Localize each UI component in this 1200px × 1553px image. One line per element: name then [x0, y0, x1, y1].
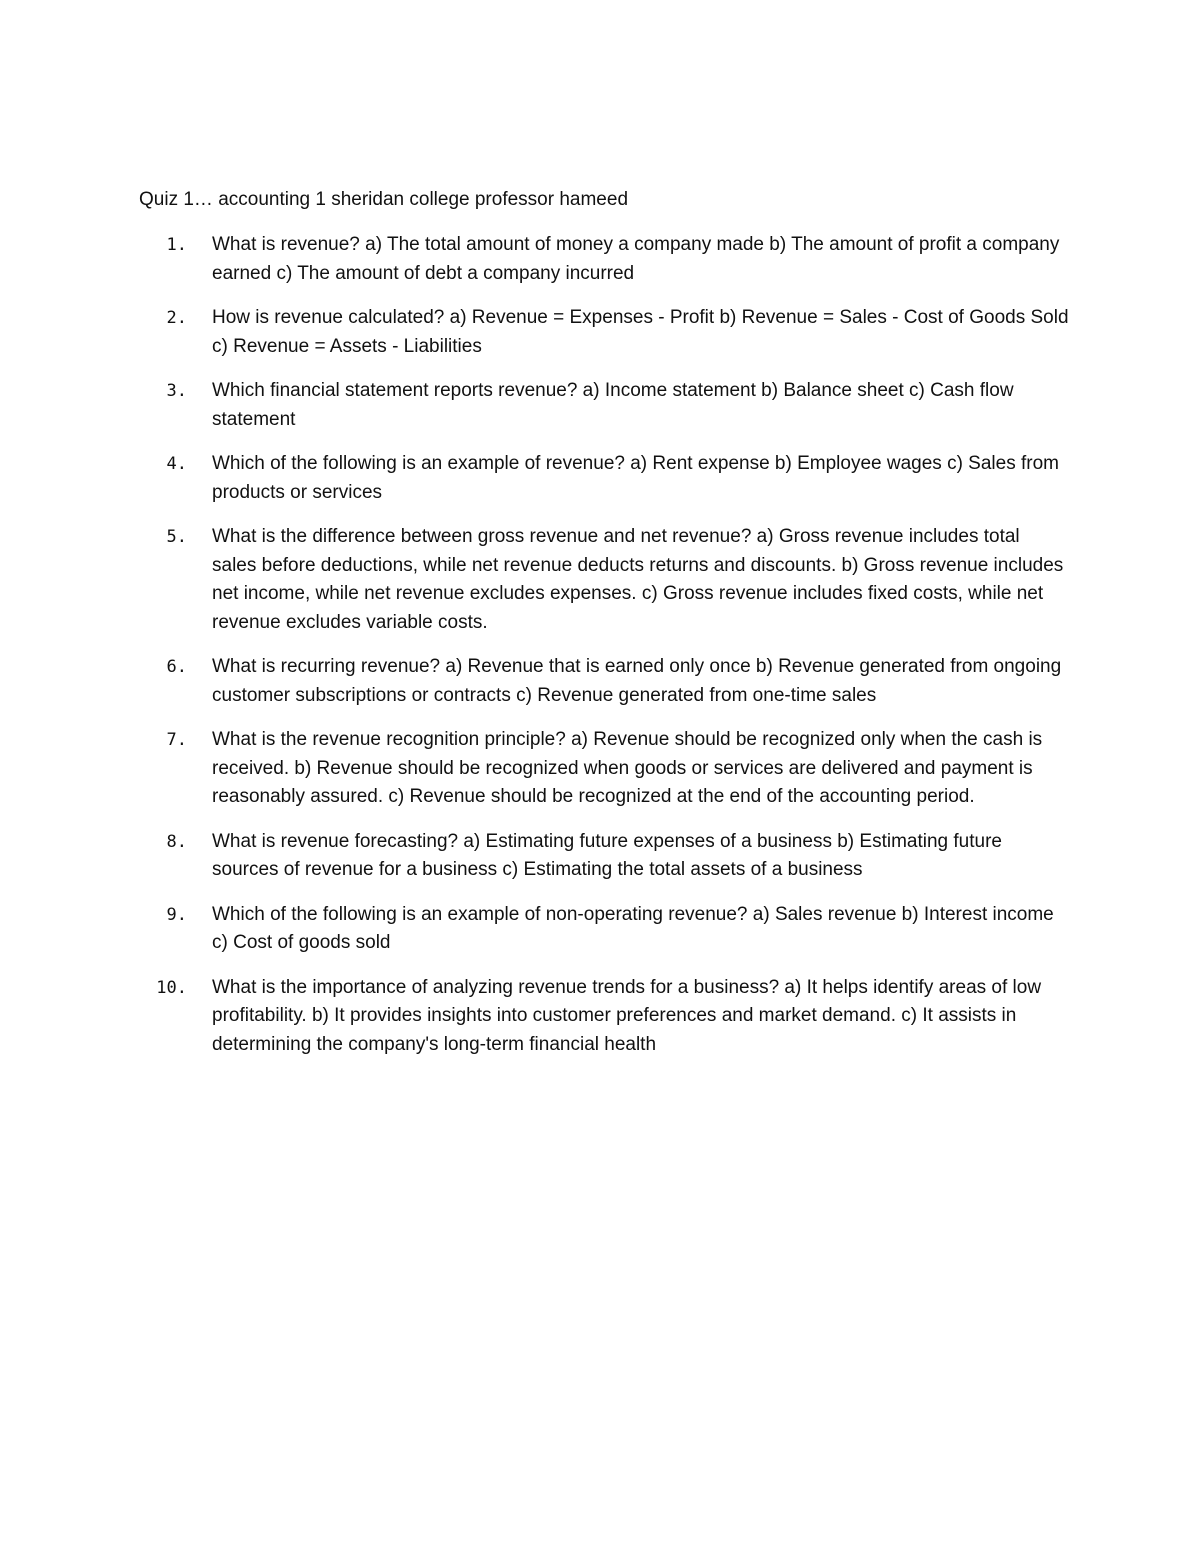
question-item-7: [139, 726, 1069, 812]
question-number: 4.: [166, 454, 187, 474]
question-text: What is the difference between gross revenue and net revenue? a) Gross revenue includes total sales before deductions, while net revenue deducts returns and discounts. b) Gross revenue includes net income, while net revenue excludes expenses. c) Gross revenue includes fixed costs, while net revenue excludes variable costs.: [212, 526, 1064, 633]
question-text: How is revenue calculated? a) Revenue = Expenses - Profit b) Revenue = Sales - Cost of Goods Sold c) Revenue = Assets - Liabilities: [212, 307, 1069, 357]
question-item-2: [139, 304, 1069, 361]
question-item-4: [139, 450, 1069, 507]
question-number: 7.: [166, 730, 187, 750]
question-text: What is revenue? a) The total amount of money a company made b) The amount of profit a company earned c) The amount of debt a company incurred: [212, 234, 1060, 284]
question-number: 6.: [166, 657, 187, 677]
question-list: [139, 231, 1069, 1075]
question-number: 9.: [166, 904, 187, 925]
question-text: Which of the following is an example of non-operating revenue? a) Sales revenue b) Interest income c) Cost of goods sold: [212, 903, 1054, 953]
question-item-6: [139, 653, 1069, 710]
question-number: 2.: [166, 308, 187, 328]
question-number: 8.: [166, 831, 187, 852]
question-item-8: [139, 828, 1069, 885]
question-number: 10.: [156, 977, 187, 998]
question-item-9: [139, 901, 1069, 958]
question-number: 3.: [166, 381, 187, 401]
question-number: 1.: [166, 235, 187, 255]
question-text: What is the importance of analyzing revenue trends for a business? a) It helps identify areas of low profitability. b) It provides insights into customer preferences and market demand. c) It assists in determining the company's long-term financial health: [212, 976, 1042, 1055]
question-text: What is recurring revenue? a) Revenue that is earned only once b) Revenue generated from ongoing customer subscriptions or contracts c) Revenue generated from one-time sales: [212, 656, 1062, 706]
question-text: Which of the following is an example of revenue? a) Rent expense b) Employee wages c) Sales from products or services: [212, 453, 1059, 503]
question-item-5: [139, 523, 1069, 637]
question-text: What is revenue forecasting? a) Estimating future expenses of a business b) Estimating future sources of revenue for a business c) Estimating the total assets of a business: [212, 830, 1002, 880]
question-text: What is the revenue recognition principle? a) Revenue should be recognized only when the cash is received. b) Revenue should be recognized when goods or services are delivered and payment is reasonably assured. c) Revenue should be recognized at the end of the accounting period.: [212, 729, 1043, 807]
question-text: Which financial statement reports revenue? a) Income statement b) Balance sheet c) Cash flow statement: [212, 380, 1014, 430]
question-item-3: [139, 377, 1069, 434]
question-item-1: [139, 231, 1069, 288]
question-number: 5.: [166, 527, 187, 547]
document-title: Quiz 1… accounting 1 sheridan college professor hameed: [139, 189, 629, 210]
question-item-10: [139, 974, 1069, 1060]
